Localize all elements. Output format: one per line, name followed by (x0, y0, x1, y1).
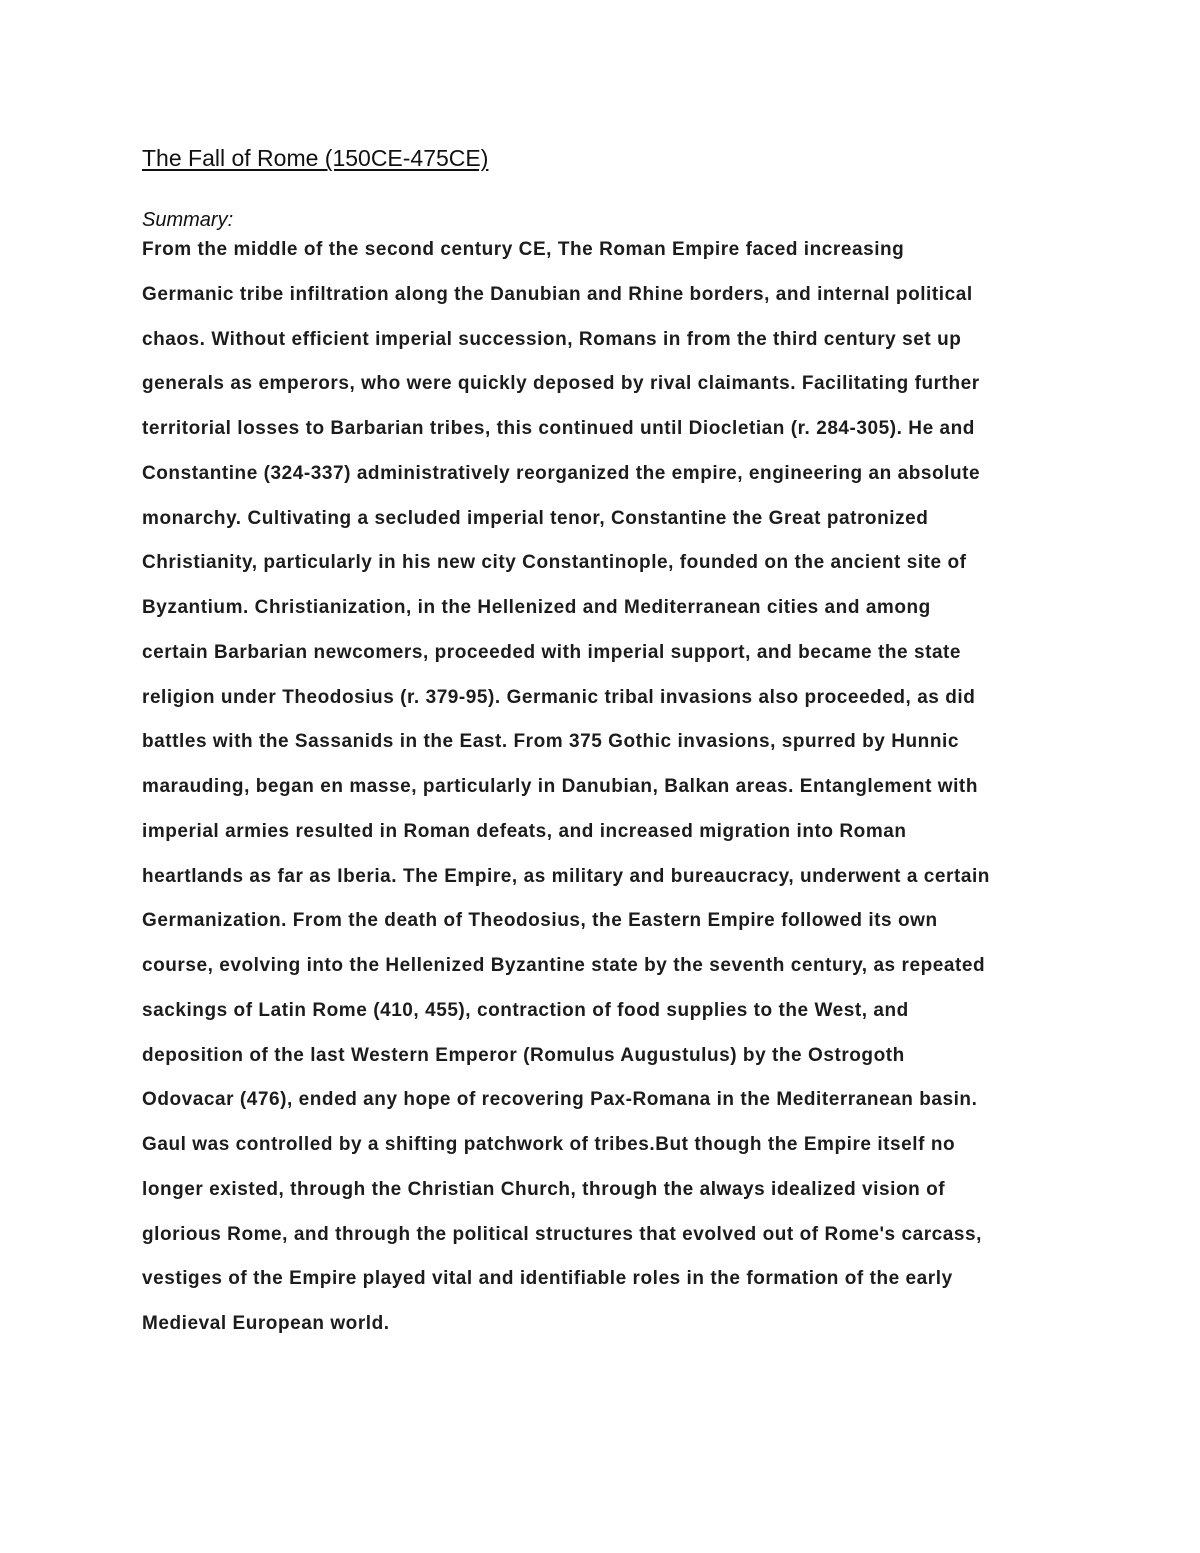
paragraph-line: vestiges of the Empire played vital and identifiable roles in the formation of the early (142, 1268, 953, 1290)
paragraph-line: From the middle of the second century CE, The Roman Empire faced increasing (142, 239, 905, 260)
paragraph-line: marauding, began en masse, particularly in Danubian, Balkan areas. Entanglement with (142, 776, 978, 797)
summary-heading: Summary: (142, 209, 234, 231)
summary-paragraph (142, 235, 1102, 1354)
paragraph-line: Germanization. From the death of Theodosius, the Eastern Empire followed its own (142, 910, 938, 932)
paragraph-line: religion under Theodosius (r. 379-95). Germanic tribal invasions also proceeded, as did (142, 686, 976, 708)
paragraph-line: territorial losses to Barbarian tribes, this continued until Diocletian (r. 284-305). He and (142, 418, 975, 439)
paragraph-line: longer existed, through the Christian Church, through the always idealized vision of (142, 1178, 946, 1200)
paragraph-line: Byzantium. Christianization, in the Hellenized and Mediterranean cities and among (142, 597, 931, 618)
paragraph-line: heartlands as far as Iberia. The Empire, as military and bureaucracy, underwent a certain (142, 865, 990, 887)
paragraph-line: glorious Rome, and through the political structures that evolved out of Rome's carcass, (142, 1223, 982, 1245)
document-title: The Fall of Rome (150CE-475CE) (142, 145, 489, 171)
paragraph-line: Medieval European world. (142, 1313, 390, 1334)
paragraph-line: deposition of the last Western Emperor (Romulus Augustulus) by the Ostrogoth (142, 1044, 905, 1066)
paragraph-line: certain Barbarian newcomers, proceeded with imperial support, and became the state (142, 641, 962, 663)
paragraph-line: Odovacar (476), ended any hope of recovering Pax-Romana in the Mediterranean basin. (142, 1089, 978, 1111)
paragraph-line: Christianity, particularly in his new city Constantinople, founded on the ancient site of (142, 552, 967, 574)
paragraph-line: generals as emperors, who were quickly deposed by rival claimants. Facilitating further (142, 373, 980, 395)
paragraph-line: course, evolving into the Hellenized Byzantine state by the seventh century, as repeated (142, 955, 986, 976)
paragraph-line: sackings of Latin Rome (410, 455), contraction of food supplies to the West, and (142, 999, 909, 1021)
paragraph-line: battles with the Sassanids in the East. From 375 Gothic invasions, spurred by Hunnic (142, 731, 959, 753)
paragraph-line: Germanic tribe infiltration along the Danubian and Rhine borders, and internal political (142, 283, 973, 305)
paragraph-line: imperial armies resulted in Roman defeats, and increased migration into Roman (142, 820, 907, 842)
paragraph-line: Gaul was controlled by a shifting patchwork of tribes.But though the Empire itself no (142, 1134, 956, 1155)
paragraph-line: chaos. Without efficient imperial succession, Romans in from the third century set up (142, 328, 962, 350)
paragraph-line: monarchy. Cultivating a secluded imperial tenor, Constantine the Great patronized (142, 507, 929, 529)
paragraph-line: Constantine (324-337) administratively reorganized the empire, engineering an absolute (142, 462, 981, 484)
